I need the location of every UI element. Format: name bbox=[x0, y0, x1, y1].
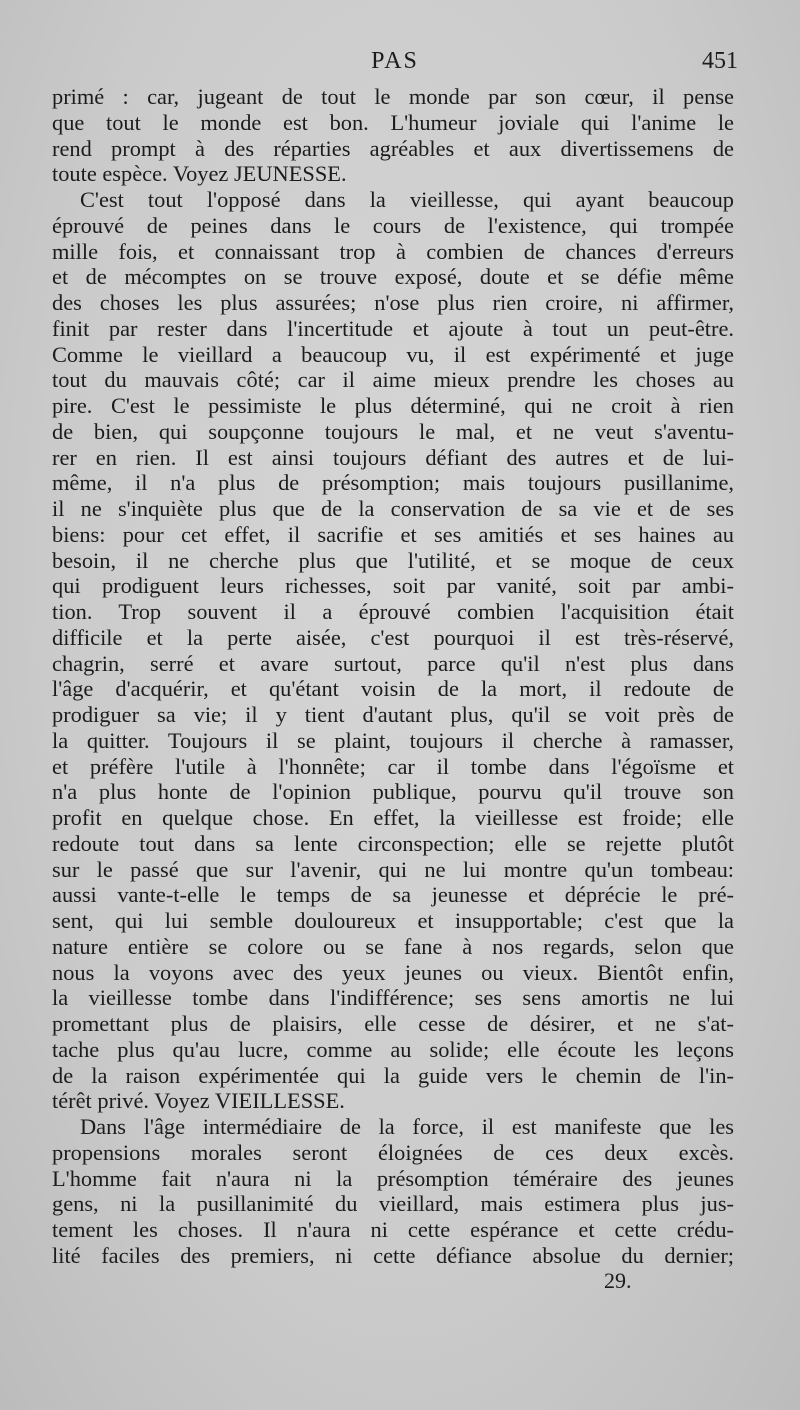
text-line: sur le passé que sur l'avenir, qui ne lui montre qu'un tombeau: bbox=[52, 856, 734, 882]
text-line: sent, qui lui semble douloureux et insupportable; c'est que la bbox=[52, 908, 734, 933]
text-line: prodiguer sa vie; il y tient d'autant plus, qu'il se voit près de bbox=[52, 702, 734, 727]
text-line: et de mécomptes on se trouve exposé, doute et se défie même bbox=[52, 264, 734, 290]
text-line: même, il n'a plus de présomption; mais toujours pusillanime, bbox=[52, 470, 734, 496]
text-line: finit par rester dans l'incertitude et ajoute à tout un peut-être. bbox=[52, 315, 734, 341]
text-line: tion. Trop souvent il a éprouvé combien l'acquisition était bbox=[52, 599, 734, 624]
text-line: gens, ni la pusillanimité du vieillard, mais estimera plus jus- bbox=[52, 1191, 734, 1217]
text-line: nous la voyons avec des yeux jeunes ou vieux. Bientôt enfin, bbox=[52, 959, 734, 985]
text-line: mille fois, et connaissant trop à combien de chances d'erreurs bbox=[52, 238, 734, 264]
text-line: lité faciles des premiers, ni cette défiance absolue du dernier; bbox=[52, 1242, 734, 1268]
text-line: éprouvé de peines dans le cours de l'existence, qui trompée bbox=[52, 212, 734, 238]
text-line: que tout le monde est bon. L'humeur joviale qui l'anime le bbox=[52, 109, 734, 135]
page-header bbox=[52, 48, 738, 82]
text-line: qui prodiguent leurs richesses, soit par vanité, soit par ambi- bbox=[52, 573, 734, 599]
text-line: biens: pour cet effet, il sacrifie et ses amitiés et ses haines au bbox=[52, 521, 734, 547]
text-line: Dans l'âge intermédiaire de la force, il est manifeste que les bbox=[80, 1114, 734, 1139]
text-line: primé : car, jugeant de tout le monde par son cœur, il pense bbox=[52, 84, 734, 109]
text-line: la quitter. Toujours il se plaint, toujours il cherche à ramasser, bbox=[52, 727, 734, 753]
text-line: profit en quelque chose. En effet, la vieillesse est froide; elle bbox=[52, 805, 734, 830]
text-line: pire. C'est le pessimiste le plus déterminé, qui ne croit à rien bbox=[52, 393, 734, 418]
text-line: il ne s'inquiète plus que de la conservation de sa vie et de ses bbox=[52, 496, 734, 521]
running-head: PAS bbox=[371, 48, 419, 74]
text-line: L'homme fait n'aura ni la présomption téméraire des jeunes bbox=[52, 1165, 734, 1191]
text-line: toute espèce. Voyez JEUNESSE. bbox=[52, 161, 347, 187]
text-line: tout du mauvais côté; car il aime mieux prendre les choses au bbox=[52, 367, 734, 393]
text-line: de la raison expérimentée qui la guide vers le chemin de l'in- bbox=[52, 1062, 734, 1088]
text-line: térêt privé. Voyez VIEILLESSE. bbox=[52, 1088, 345, 1114]
text-line: l'âge d'acquérir, et qu'étant voisin de la mort, il redoute de bbox=[52, 676, 734, 702]
text-line: aussi vante-t-elle le temps de sa jeunesse et déprécie le pré- bbox=[52, 882, 734, 908]
body-text bbox=[52, 84, 734, 1269]
text-line: besoin, il ne cherche plus que l'utilité, et se moque de ceux bbox=[52, 547, 734, 573]
text-line: de bien, qui soupçonne toujours le mal, et ne veut s'aventu- bbox=[52, 418, 734, 444]
text-line: et préfère l'utile à l'honnête; car il tombe dans l'égoïsme et bbox=[52, 753, 734, 779]
text-line: difficile et la perte aisée, c'est pourquoi il est très-réservé, bbox=[52, 624, 734, 650]
text-line: la vieillesse tombe dans l'indifférence; ses sens amortis ne lui bbox=[52, 985, 734, 1011]
text-line: C'est tout l'opposé dans la vieillesse, qui ayant beaucoup bbox=[80, 187, 734, 212]
text-line: n'a plus honte de l'opinion publique, pourvu qu'il trouve son bbox=[52, 779, 734, 805]
text-line: chagrin, serré et avare surtout, parce qu'il n'est plus dans bbox=[52, 650, 734, 676]
text-line: redoute tout dans sa lente circonspection; elle se rejette plutôt bbox=[52, 830, 734, 856]
text-line: tache plus qu'au lucre, comme au solide; elle écoute les leçons bbox=[52, 1036, 734, 1062]
text-line: propensions morales seront éloignées de ces deux excès. bbox=[52, 1139, 734, 1165]
text-line: Comme le vieillard a beaucoup vu, il est expérimenté et juge bbox=[52, 341, 734, 367]
signature-mark: 29. bbox=[604, 1268, 632, 1293]
text-line: tement les choses. Il n'aura ni cette espérance et cette crédu- bbox=[52, 1217, 734, 1242]
text-line: rend prompt à des réparties agréables et aux divertissemens de bbox=[52, 135, 734, 161]
text-line: promettant plus de plaisirs, elle cesse de désirer, et ne s'at- bbox=[52, 1011, 734, 1036]
text-line: rer en rien. Il est ainsi toujours défiant des autres et de lui- bbox=[52, 444, 734, 470]
text-line: des choses les plus assurées; n'ose plus rien croire, ni affirmer, bbox=[52, 290, 734, 315]
text-line: nature entière se colore ou se fane à nos regards, selon que bbox=[52, 933, 734, 959]
page-number: 451 bbox=[702, 48, 738, 74]
